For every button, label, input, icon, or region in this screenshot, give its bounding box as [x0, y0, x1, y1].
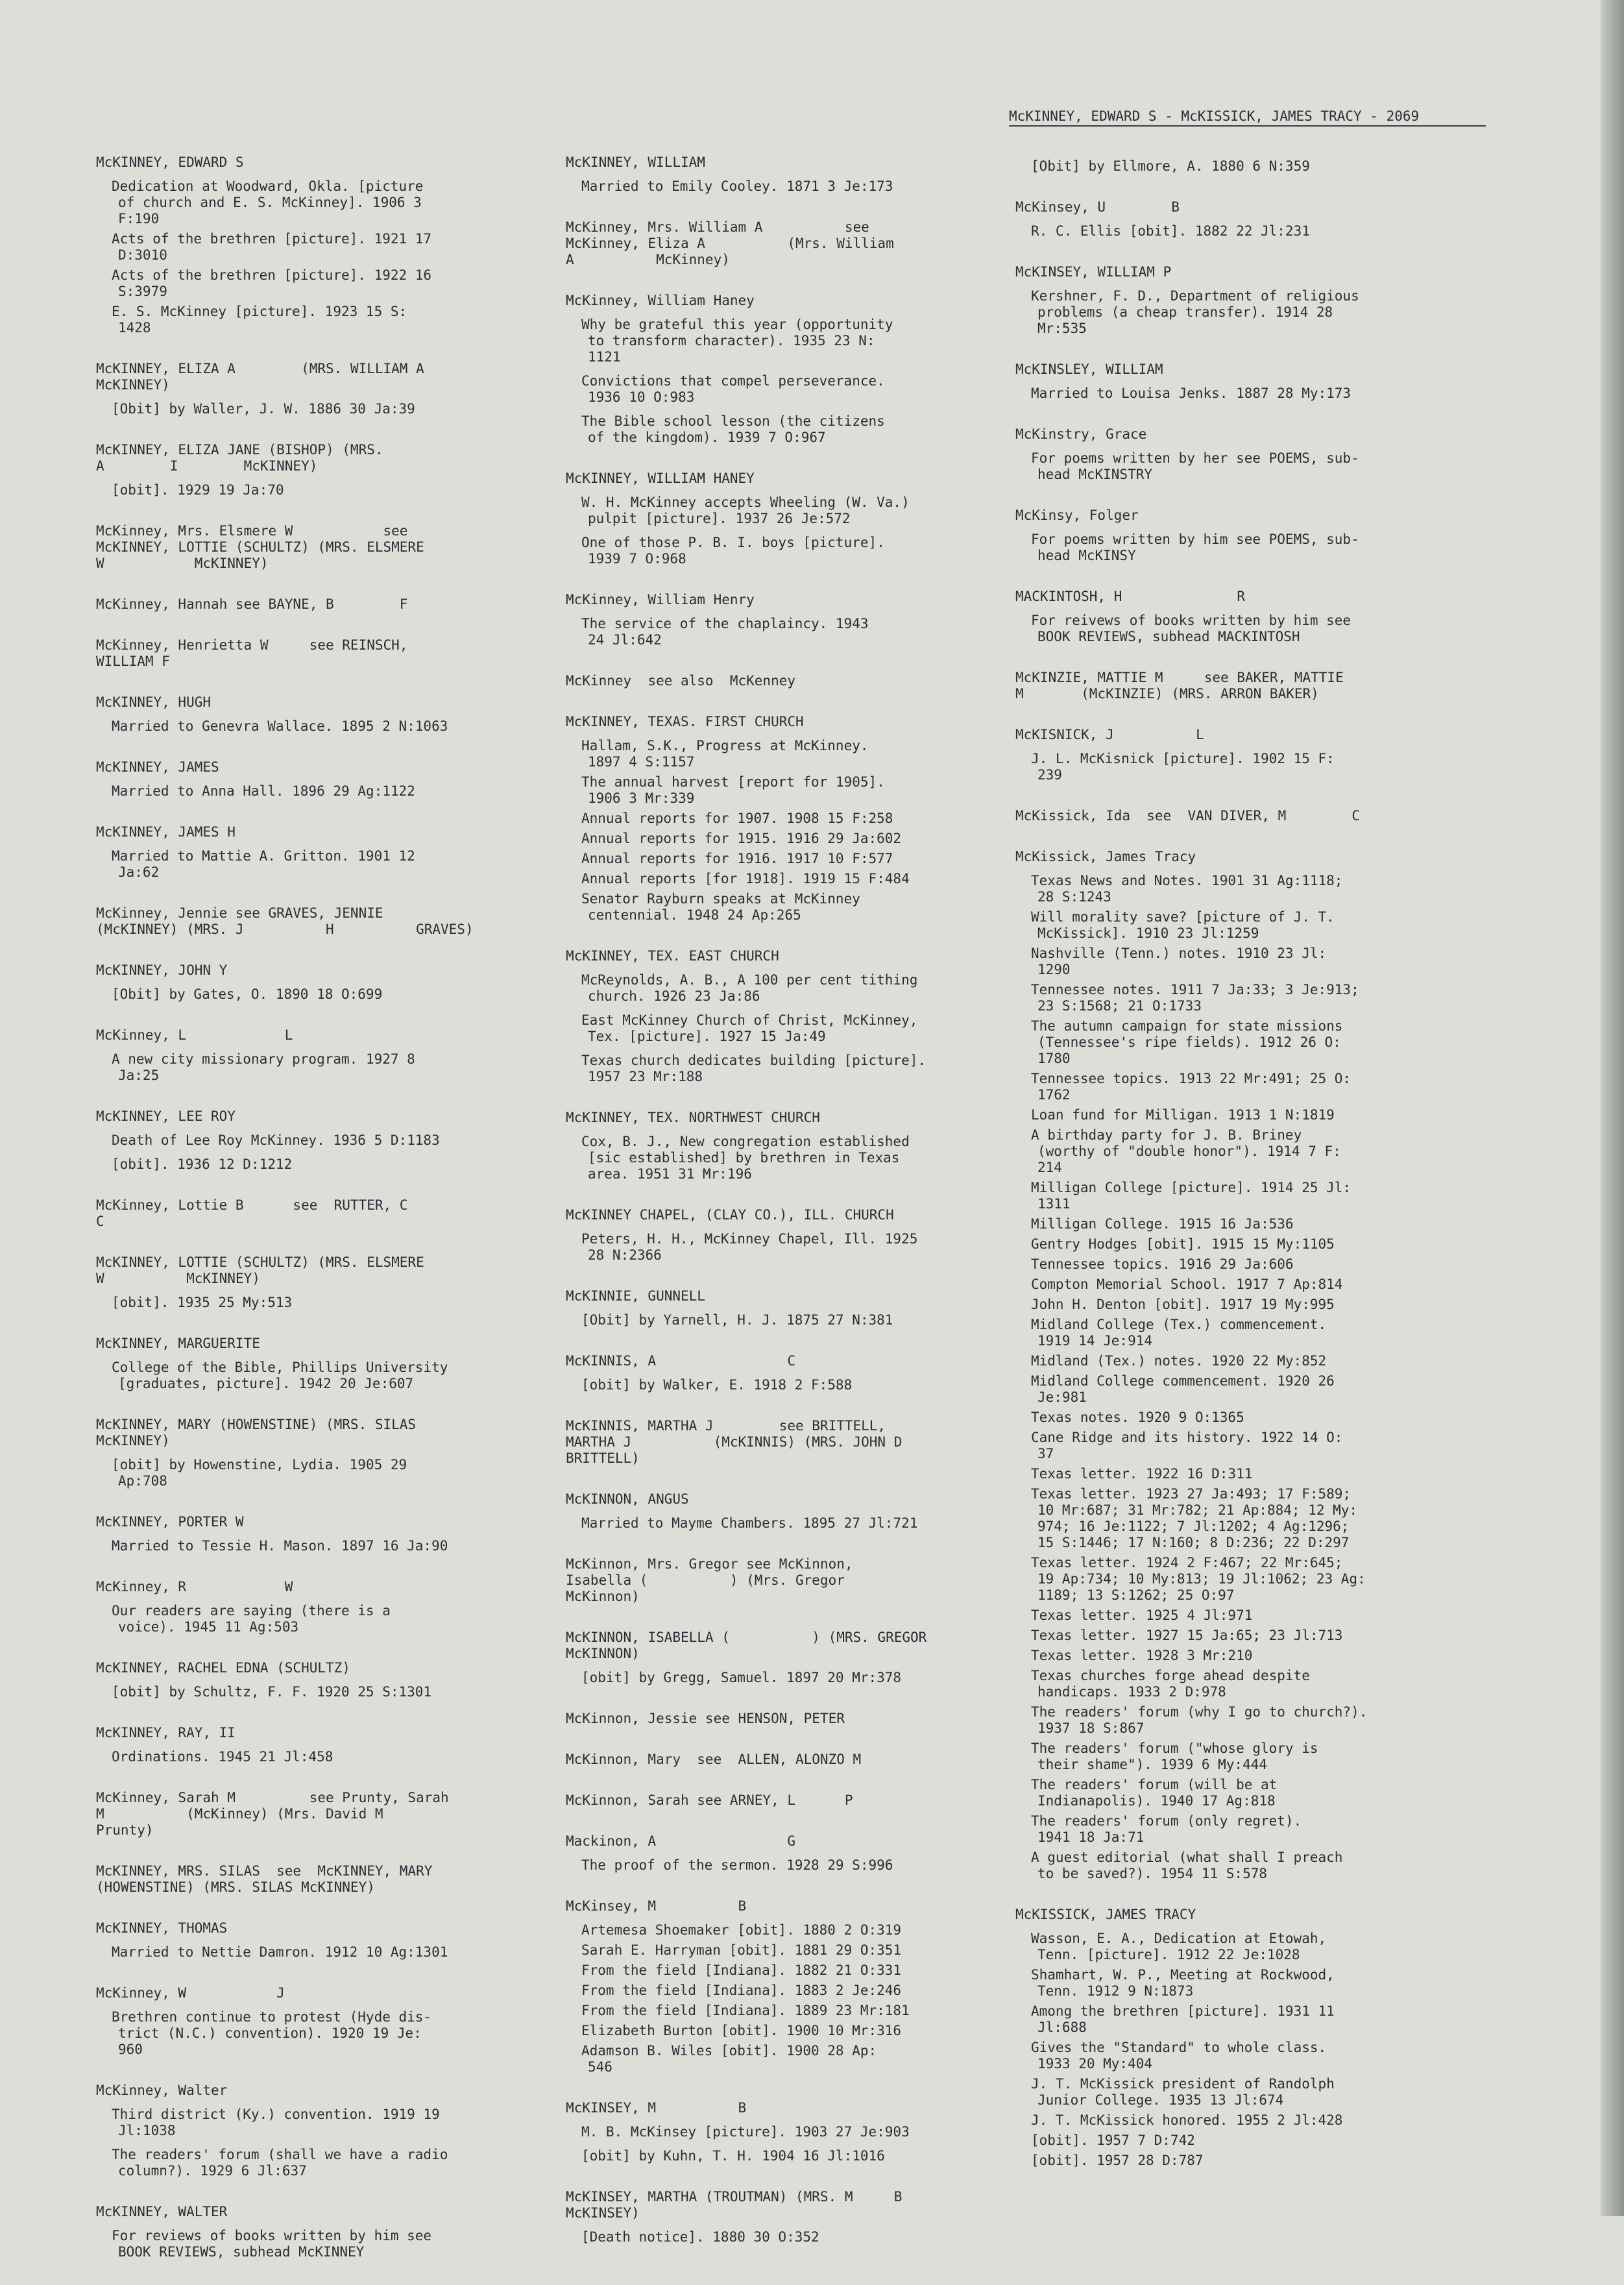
entry-reference: Married to Emily Cooley. 1871 3 Je:173 — [581, 178, 893, 194]
entry-heading: McKinsy, Folger — [1015, 507, 1139, 523]
index-entry — [96, 1417, 550, 1489]
entry-heading: McKINSEY, M B — [566, 2100, 747, 2116]
entry-reference: [Obit] by Gates, O. 1890 18 O:699 — [112, 986, 383, 1002]
index-entry — [566, 592, 1013, 648]
entry-heading: MACKINTOSH, H R — [1015, 589, 1246, 604]
entry-heading: McKinsey, U B — [1015, 199, 1180, 215]
entry-reference: Loan fund for Milligan. 1913 1 N:1819 — [1031, 1107, 1335, 1123]
entry-reference: [obit] by Schultz, F. F. 1920 25 S:1301 — [112, 1684, 432, 1700]
index-entry — [566, 1792, 1013, 1809]
entry-heading: McKINNEY, RAY, II — [96, 1725, 236, 1741]
index-entry — [96, 523, 550, 572]
entry-reference: Annual reports [for 1918]. 1919 15 F:484 — [581, 871, 910, 886]
entry-reference: Married to Anna Hall. 1896 29 Ag:1122 — [112, 783, 415, 799]
entry-reference: Cox, B. J., New congregation established [sic established] by brethren in Texas area. 1951 31 Mr:196 — [581, 1134, 910, 1182]
entry-reference: Midland (Tex.) notes. 1920 22 My:852 — [1031, 1353, 1327, 1369]
entry-reference: [obit] by Gregg, Samuel. 1897 20 Mr:378 — [581, 1670, 902, 1685]
entry-reference: Milligan College [picture]. 1914 25 Jl: 1311 — [1031, 1180, 1351, 1212]
index-entry — [566, 1556, 1013, 1605]
entry-reference: [obit]. 1957 7 D:742 — [1031, 2132, 1195, 2148]
index-entry — [96, 1920, 550, 1961]
entry-reference: [obit]. 1957 28 D:787 — [1031, 2153, 1204, 2168]
entry-reference: W. H. McKinney accepts Wheeling (W. Va.) pulpit [picture]. 1937 26 Je:572 — [581, 495, 910, 526]
entry-reference: Dedication at Woodward, Okla. [picture of church and E. S. McKinney]. 1906 3 F:190 — [112, 178, 424, 226]
index-entry — [96, 442, 550, 498]
entry-heading: McKinney, L L — [96, 1027, 293, 1043]
entry-reference: For reivews of books written by him see BOOK REVIEWS, subhead MACKINTOSH — [1031, 613, 1351, 644]
entry-heading: McKINNEY, WILLIAM — [566, 154, 705, 170]
entry-reference: [Death notice]. 1880 30 O:352 — [581, 2229, 819, 2245]
entry-reference: Tennessee topics. 1916 29 Ja:606 — [1031, 1256, 1294, 1272]
entry-reference: Married to Louisa Jenks. 1887 28 My:173 — [1031, 385, 1351, 401]
entry-heading: McKINNEY, JAMES H — [96, 824, 236, 840]
entry-reference: J. T. McKissick honored. 1955 2 Jl:428 — [1031, 2112, 1343, 2128]
entry-reference: The service of the chaplaincy. 1943 24 Jl:642 — [581, 616, 869, 648]
entry-reference: Texas letter. 1923 27 Ja:493; 17 F:589; 10 Mr:687; 31 Mr:782; 21 Ap:884; 12 My: 974; 16 Je:1122; 7 Jl:1202; 4 Ag:1296; 15 S:1446; 17 N:160; 8 D:236; 22 D:297 — [1031, 1486, 1358, 1550]
entry-reference: John H. Denton [obit]. 1917 19 My:995 — [1031, 1297, 1335, 1312]
entry-reference: Annual reports for 1916. 1917 10 F:577 — [581, 851, 893, 866]
entry-heading: McKinney, Mrs. William A see McKinney, Eliza A (Mrs. William A McKinney) — [566, 219, 894, 267]
index-entry — [1015, 727, 1431, 783]
entry-reference: A guest editorial (what shall I preach to be saved?). 1954 11 S:578 — [1031, 1850, 1343, 1881]
index-entry — [566, 1207, 1013, 1264]
index-entry — [566, 1833, 1013, 1874]
entry-reference: Annual reports for 1915. 1916 29 Ja:602 — [581, 831, 902, 846]
index-entry — [96, 361, 550, 417]
entry-reference: [Obit] by Ellmore, A. 1880 6 N:359 — [1031, 158, 1310, 174]
entry-heading: McKISNICK, J L — [1015, 727, 1204, 742]
entry-reference: Married to Tessie H. Mason. 1897 16 Ja:90 — [112, 1538, 448, 1554]
entry-reference: Milligan College. 1915 16 Ja:536 — [1031, 1216, 1294, 1232]
entry-reference: The Bible school lesson (the citizens of the kingdom). 1939 7 O:967 — [581, 413, 885, 445]
entry-reference: For reviews of books written by him see BOOK REVIEWS, subhead McKINNEY — [112, 2228, 432, 2260]
index-entry — [96, 1863, 550, 1896]
index-entry — [1015, 264, 1431, 337]
index-entry — [566, 2100, 1013, 2164]
entry-reference: Kershner, F. D., Department of religious problems (a cheap transfer). 1914 28 Mr:535 — [1031, 288, 1359, 336]
entry-reference: A birthday party for J. B. Briney (worthy of "double honor"). 1914 7 F: 214 — [1031, 1127, 1341, 1175]
entry-reference: Texas letter. 1922 16 D:311 — [1031, 1466, 1253, 1482]
entry-heading: McKinstry, Grace — [1015, 426, 1147, 442]
entry-reference: McReynolds, A. B., A 100 per cent tithing church. 1926 23 Ja:86 — [581, 972, 918, 1004]
index-entry — [566, 1752, 1013, 1768]
entry-reference: Artemesa Shoemaker [obit]. 1880 2 O:319 — [581, 1922, 902, 1938]
entry-reference: E. S. McKinney [picture]. 1923 15 S: 1428 — [112, 304, 407, 336]
entry-heading: McKINNIE, GUNNELL — [566, 1288, 705, 1304]
entry-heading: McKINNEY, JOHN Y — [96, 962, 228, 978]
entry-heading: McKINNEY, TEX. EAST CHURCH — [566, 948, 779, 964]
entry-heading: McKINSEY, WILLIAM P — [1015, 264, 1172, 280]
entry-reference: Senator Rayburn speaks at McKinney centennial. 1948 24 Ap:265 — [581, 891, 860, 923]
entry-reference: From the field [Indiana]. 1882 21 O:331 — [581, 1962, 902, 1978]
entry-heading: McKinney, Walter — [96, 2083, 228, 2098]
entry-heading: McKinnon, Mrs. Gregor see McKinnon, Isabella ( ) (Mrs. Gregor McKinnon) — [566, 1556, 853, 1604]
entry-reference: Tennessee topics. 1913 22 Mr:491; 25 O: 1762 — [1031, 1071, 1351, 1103]
entry-reference: [obit]. 1929 19 Ja:70 — [112, 482, 284, 498]
entry-reference: J. L. McKisnick [picture]. 1902 15 F: 239 — [1031, 751, 1335, 783]
index-entry — [566, 1898, 1013, 2075]
entry-reference: One of those P. B. I. boys [picture]. 1939 7 O:968 — [581, 535, 885, 567]
entry-reference: Brethren continue to protest (Hyde dis- trict (N.C.) convention). 1920 19 Je: 960 — [112, 2009, 432, 2057]
entry-reference: A new city missionary program. 1927 8 Ja:25 — [112, 1051, 415, 1083]
entry-reference: The annual harvest [report for 1905]. 1906 3 Mr:339 — [581, 774, 885, 806]
entry-reference: [obit] by Howenstine, Lydia. 1905 29 Ap:708 — [112, 1457, 407, 1489]
entry-reference: Married to Genevra Wallace. 1895 2 N:1063 — [112, 718, 448, 734]
entry-reference: Texas letter. 1928 3 Mr:210 — [1031, 1648, 1253, 1663]
entry-heading: McKINNEY, ELIZA JANE (BISHOP) (MRS. A I McKINNEY) — [96, 442, 383, 474]
entry-reference: Acts of the brethren [picture]. 1922 16 S:3979 — [112, 267, 432, 299]
entry-reference: Will morality save? [picture of J. T. McKissick]. 1910 23 Jl:1259 — [1031, 909, 1335, 941]
entry-heading: McKinnon, Jessie see HENSON, PETER — [566, 1711, 845, 1726]
entry-heading: McKinney, W J — [96, 1985, 285, 2001]
entry-heading: McKinney see also McKenney — [566, 673, 796, 689]
entry-reference: Gives the "Standard" to whole class. 1933 20 My:404 — [1031, 2040, 1327, 2071]
index-entry — [566, 1418, 1013, 1467]
index-entry — [96, 154, 550, 336]
entry-heading: McKINNEY, WILLIAM HANEY — [566, 470, 755, 486]
entry-reference: M. B. McKinsey [picture]. 1903 27 Je:903 — [581, 2124, 910, 2140]
entry-reference: R. C. Ellis [obit]. 1882 22 Jl:231 — [1031, 223, 1310, 239]
index-entry — [96, 1985, 550, 2058]
entry-heading: McKinney, William Henry — [566, 592, 755, 607]
index-entry — [1015, 589, 1431, 645]
entry-heading: McKINNEY, THOMAS — [96, 1920, 228, 1936]
index-entry — [96, 1197, 550, 1230]
entry-heading: McKinsey, M B — [566, 1898, 747, 1914]
entry-heading: McKissick, Ida see VAN DIVER, M C — [1015, 808, 1361, 824]
entry-reference: Sarah E. Harryman [obit]. 1881 29 O:351 — [581, 1942, 902, 1958]
entry-reference: The readers' forum (only regret). 1941 18 Ja:71 — [1031, 1813, 1302, 1845]
entry-reference: [obit]. 1936 12 D:1212 — [112, 1156, 293, 1172]
entry-reference: [Obit] by Waller, J. W. 1886 30 Ja:39 — [112, 401, 415, 417]
index-entry — [96, 1027, 550, 1084]
entry-reference: Texas churches forge ahead despite handicaps. 1933 2 D:978 — [1031, 1668, 1310, 1700]
entry-reference: For poems written by him see POEMS, sub- head McKINSY — [1031, 532, 1359, 563]
index-entry — [96, 759, 550, 800]
index-entry — [96, 1336, 550, 1392]
index-entry — [1015, 670, 1431, 702]
entry-heading: McKinney, Hannah see BAYNE, B F — [96, 596, 408, 612]
entry-heading: McKINNON, ANGUS — [566, 1491, 689, 1507]
entry-reference: Gentry Hodges [obit]. 1915 15 My:1105 — [1031, 1236, 1335, 1252]
index-entry — [96, 1108, 550, 1173]
entry-reference: East McKinney Church of Christ, McKinney, Tex. [picture]. 1927 15 Ja:49 — [581, 1012, 918, 1044]
index-entry — [96, 2083, 550, 2179]
entry-reference: [Obit] by Yarnell, H. J. 1875 27 N:381 — [581, 1312, 893, 1328]
entry-reference: Ordinations. 1945 21 Jl:458 — [112, 1749, 333, 1765]
index-entry — [96, 1579, 550, 1635]
index-entry — [96, 962, 550, 1003]
entry-heading: McKINNEY, TEXAS. FIRST CHURCH — [566, 714, 804, 729]
entry-reference: [obit] by Kuhn, T. H. 1904 16 Jl:1016 — [581, 2148, 885, 2164]
entry-heading: McKINNEY, LEE ROY — [96, 1108, 236, 1124]
entry-heading: McKINSLEY, WILLIAM — [1015, 361, 1163, 377]
index-entry — [1015, 426, 1431, 483]
entry-reference: Tennessee notes. 1911 7 Ja:33; 3 Je:913; 23 S:1568; 21 O:1733 — [1031, 982, 1359, 1014]
entry-reference: Hallam, S.K., Progress at McKinney. 1897 4 S:1157 — [581, 738, 869, 770]
entry-reference: Our readers are saying (there is a voice). 1945 11 Ag:503 — [112, 1603, 391, 1635]
index-entry — [566, 1353, 1013, 1393]
index-entry — [96, 694, 550, 735]
entry-heading: McKinney, Lottie B see RUTTER, C C — [96, 1197, 408, 1229]
index-column-1 — [96, 154, 550, 2285]
index-entry — [96, 905, 550, 938]
entry-reference: The proof of the sermon. 1928 29 S:996 — [581, 1857, 893, 1873]
entry-reference: The readers' forum (shall we have a radio column?). 1929 6 Jl:637 — [112, 2147, 448, 2179]
entry-reference: Annual reports for 1907. 1908 15 F:258 — [581, 811, 893, 826]
entry-reference: Elizabeth Burton [obit]. 1900 10 Mr:316 — [581, 2023, 902, 2038]
index-entry — [1015, 158, 1431, 175]
index-entry — [96, 824, 550, 881]
index-entry — [96, 1514, 550, 1554]
entry-reference: The autumn campaign for state missions (Tennessee's ripe fields). 1912 26 O: 1780 — [1031, 1018, 1343, 1066]
entry-reference: Compton Memorial School. 1917 7 Ap:814 — [1031, 1277, 1343, 1292]
entry-reference: Peters, H. H., McKinney Chapel, Ill. 1925 28 N:2366 — [581, 1231, 918, 1263]
entry-reference: Adamson B. Wiles [obit]. 1900 28 Ap: 546 — [581, 2043, 877, 2075]
entry-reference: Married to Mayme Chambers. 1895 27 Jl:721 — [581, 1515, 918, 1531]
entry-reference: Texas News and Notes. 1901 31 Ag:1118; 28 S:1243 — [1031, 873, 1343, 905]
index-entry — [566, 1288, 1013, 1328]
entry-reference: The readers' forum (will be at Indianapolis). 1940 17 Ag:818 — [1031, 1777, 1278, 1809]
index-entry — [1015, 849, 1431, 1882]
entry-heading: McKINNEY, EDWARD S — [96, 154, 244, 170]
index-entry — [1015, 199, 1431, 239]
entry-reference: Midland College commencement. 1920 26 Je:981 — [1031, 1373, 1335, 1405]
entry-heading: McKinney, Henrietta W see REINSCH, WILLIAM F — [96, 637, 408, 669]
entry-reference: The readers' forum ("whose glory is their shame"). 1939 6 My:444 — [1031, 1741, 1318, 1772]
entry-heading: McKINNEY, HUGH — [96, 694, 212, 710]
entry-reference: Texas church dedicates building [picture]. 1957 23 Mr:188 — [581, 1053, 927, 1084]
index-entry — [566, 714, 1013, 923]
entry-reference: Why be grateful this year (opportunity to transform character). 1935 23 N: 1121 — [581, 317, 893, 365]
entry-reference: Texas notes. 1920 9 O:1365 — [1031, 1410, 1244, 1425]
entry-heading: McKINNON, ISABELLA ( ) (MRS. GREGOR McKINNON) — [566, 1630, 927, 1661]
index-entry — [1015, 1907, 1431, 2169]
entry-reference: The readers' forum (why I go to church?). 1937 18 S:867 — [1031, 1704, 1368, 1736]
index-entry — [96, 1254, 550, 1311]
index-column-3 — [1015, 158, 1431, 2193]
entry-heading: McKINZIE, MATTIE M see BAKER, MATTIE M (McKINZIE) (MRS. ARRON BAKER) — [1015, 670, 1344, 702]
index-entry — [566, 219, 1013, 268]
entry-reference: College of the Bible, Phillips University [graduates, picture]. 1942 20 Je:607 — [112, 1360, 448, 1391]
entry-heading: McKINNEY, MARY (HOWENSTINE) (MRS. SILAS McKINNEY) — [96, 1417, 417, 1448]
index-entry — [566, 1491, 1013, 1532]
entry-reference: For poems written by her see POEMS, sub- head McKINSTRY — [1031, 450, 1359, 482]
entry-heading: McKINNEY, LOTTIE (SCHULTZ) (MRS. ELSMERE W McKINNEY) — [96, 1254, 424, 1286]
entry-reference: Wasson, E. A., Dedication at Etowah, Tenn. [picture]. 1912 22 Je:1028 — [1031, 1931, 1327, 1962]
entry-reference: Third district (Ky.) convention. 1919 19 Jl:1038 — [112, 2107, 440, 2138]
index-entry — [566, 673, 1013, 689]
entry-reference: Texas letter. 1927 15 Ja:65; 23 Jl:713 — [1031, 1628, 1343, 1643]
entry-heading: McKINNIS, MARTHA J see BRITTELL, MARTHA J (McKINNIS) (MRS. JOHN D BRITTELL) — [566, 1418, 903, 1466]
index-entry — [566, 293, 1013, 446]
entry-reference: From the field [Indiana]. 1889 23 Mr:181 — [581, 2003, 910, 2018]
entry-heading: McKINNEY, TEX. NORTHWEST CHURCH — [566, 1110, 820, 1125]
entry-reference: Cane Ridge and its history. 1922 14 O: 37 — [1031, 1430, 1343, 1461]
entry-heading: McKINNEY, ELIZA A (MRS. WILLIAM A McKINNEY) — [96, 361, 424, 393]
index-entry — [566, 948, 1013, 1085]
index-entry — [1015, 808, 1431, 824]
entry-heading: McKINNEY, WALTER — [96, 2204, 228, 2219]
entry-reference: Acts of the brethren [picture]. 1921 17 D:3010 — [112, 231, 432, 263]
entry-reference: Death of Lee Roy McKinney. 1936 5 D:1183 — [112, 1132, 440, 1148]
entry-heading: McKinney, Mrs. Elsmere W see McKINNEY, LOTTIE (SCHULTZ) (MRS. ELSMERE W McKINNEY) — [96, 523, 424, 571]
index-entry — [566, 470, 1013, 567]
index-entry — [566, 1630, 1013, 1686]
entry-heading: McKINSEY, MARTHA (TROUTMAN) (MRS. M B McKINSEY) — [566, 2189, 903, 2221]
entry-heading: McKinney, R W — [96, 1579, 293, 1595]
index-entry — [96, 2204, 550, 2260]
entry-heading: McKinney, William Haney — [566, 293, 755, 308]
index-entry — [96, 596, 550, 613]
entry-heading: McKinnon, Mary see ALLEN, ALONZO M — [566, 1752, 862, 1767]
running-head: McKINNEY, EDWARD S - McKISSICK, JAMES TRACY - 2069 — [1009, 108, 1486, 127]
entry-heading: Mackinon, A G — [566, 1833, 796, 1849]
entry-heading: McKINNEY, JAMES — [96, 759, 219, 775]
entry-reference: Nashville (Tenn.) notes. 1910 23 Jl: 1290 — [1031, 946, 1327, 977]
entry-reference: Texas letter. 1925 4 Jl:971 — [1031, 1607, 1253, 1623]
index-entry — [1015, 361, 1431, 402]
entry-reference: Shamhart, W. P., Meeting at Rockwood, Tenn. 1912 9 N:1873 — [1031, 1967, 1335, 1999]
entry-heading: McKINNEY, PORTER W — [96, 1514, 244, 1530]
entry-reference: Texas letter. 1924 2 F:467; 22 Mr:645; 19 Ap:734; 10 My:813; 19 Jl:1062; 23 Ag: 1189; 13 S:1262; 25 O:97 — [1031, 1555, 1366, 1603]
entry-reference: [obit]. 1935 25 My:513 — [112, 1295, 293, 1310]
entry-heading: McKINNEY, MARGUERITE — [96, 1336, 260, 1351]
entry-reference: [obit] by Walker, E. 1918 2 F:588 — [581, 1377, 853, 1393]
entry-reference: Married to Nettie Damron. 1912 10 Ag:1301 — [112, 1944, 448, 1960]
entry-reference: Convictions that compel perseverance. 1936 10 O:983 — [581, 373, 885, 405]
entry-heading: McKinnon, Sarah see ARNEY, L P — [566, 1792, 853, 1808]
index-entry — [96, 1660, 550, 1700]
index-entry — [566, 1711, 1013, 1727]
entry-heading: McKinney, Sarah M see Prunty, Sarah M (McKinney) (Mrs. David M Prunty) — [96, 1790, 449, 1838]
entry-heading: McKinney, Jennie see GRAVES, JENNIE (McKINNEY) (MRS. J H GRAVES) — [96, 905, 474, 937]
entry-reference: Among the brethren [picture]. 1931 11 Jl:688 — [1031, 2003, 1335, 2035]
index-entry — [566, 154, 1013, 195]
entry-heading: McKINNEY, RACHEL EDNA (SCHULTZ) — [96, 1660, 350, 1676]
entry-heading: McKissick, James Tracy — [1015, 849, 1196, 864]
entry-heading: McKINNEY, MRS. SILAS see McKINNEY, MARY (HOWENSTINE) (MRS. SILAS McKINNEY) — [96, 1863, 433, 1895]
index-entry — [566, 1110, 1013, 1182]
entry-heading: McKINNIS, A C — [566, 1353, 796, 1369]
entry-reference: Married to Mattie A. Gritton. 1901 12 Ja:62 — [112, 848, 415, 880]
entry-reference: From the field [Indiana]. 1883 2 Je:246 — [581, 1983, 902, 1998]
index-entry — [566, 2189, 1013, 2245]
index-entry — [96, 637, 550, 670]
entry-heading: McKINNEY CHAPEL, (CLAY CO.), ILL. CHURCH — [566, 1207, 894, 1223]
entry-reference: Midland College (Tex.) commencement. 1919 14 Je:914 — [1031, 1317, 1327, 1349]
index-column-2 — [566, 154, 1013, 2270]
entry-reference: J. T. McKissick president of Randolph Junior College. 1935 13 Jl:674 — [1031, 2076, 1335, 2108]
index-entry — [96, 1725, 550, 1765]
index-entry — [1015, 507, 1431, 564]
entry-heading: McKISSICK, JAMES TRACY — [1015, 1907, 1196, 1922]
index-entry — [96, 1790, 550, 1839]
page-edge-shadow — [1601, 0, 1624, 2216]
